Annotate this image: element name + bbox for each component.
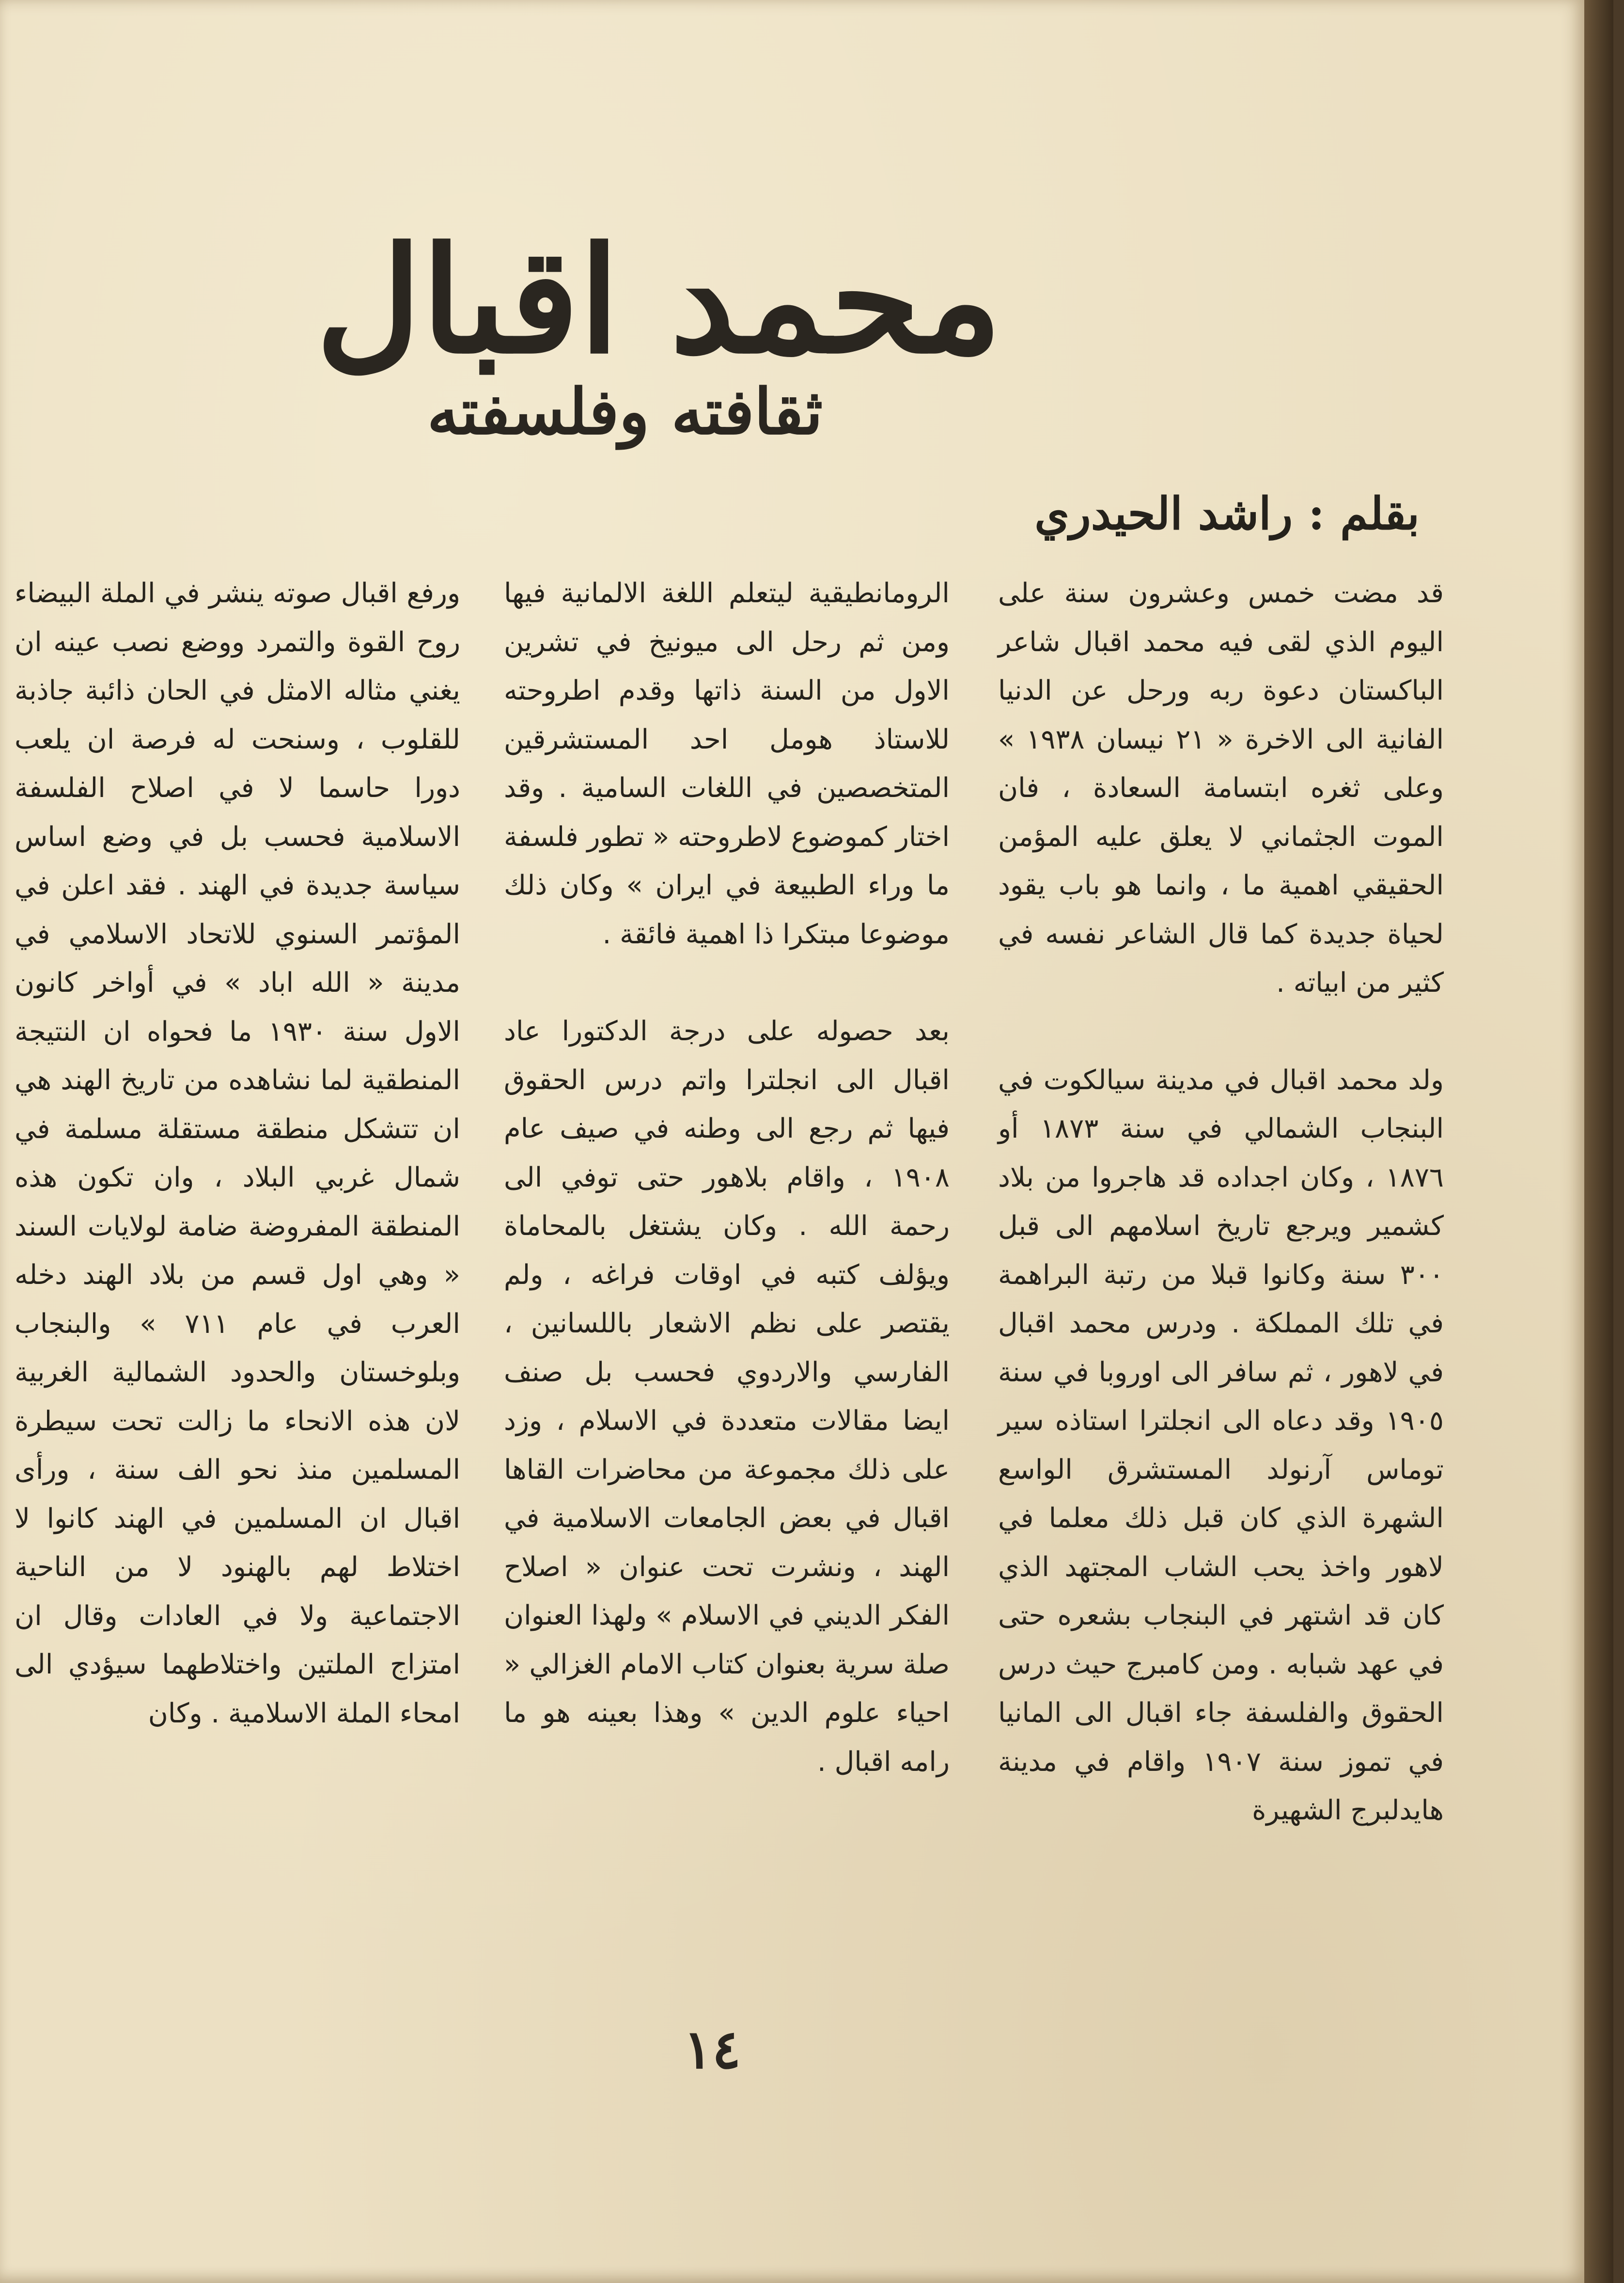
article-column-middle <box>504 569 950 1786</box>
column-paragraph: الرومانطيقية ليتعلم اللغة الالمانية فيها ومن ثم رحل الى ميونيخ في تشرين الاول من السنة ذاتها وقدم اطروحته للاستاذ هومل احد المستشرقين المتخصصين في اللغات السامية . وقد اختار كموضوع لاطروحته « تطور فلسفة ما وراء الطبيعة في ايران » وكان ذلك موضوعا مبتكرا ذا اهمية فائقة . <box>504 578 950 950</box>
column-paragraph: ورفع اقبال صوته ينشر في الملة البيضاء روح القوة والتمرد ووضع نصب عينه ان يغني مثاله الامثل في الحان ذائبة جاذبة للقلوب ، وسنحت له فرصة ان يلعب دورا حاسما لا في اصلاح الفلسفة الاسلامية فحسب بل في وضع اساس سياسة جديدة في الهند . فقد اعلن في المؤتمر السنوي للاتحاد الاسلامي في مدينة « الله اباد » في أواخر كانون الاول سنة ١٩٣٠ ما فحواه ان النتيجة المنطقية لما نشاهده من تاريخ الهند هي ان تتشكل منطقة مستقلة مسلمة في شمال غربي البلاد ، وان تكون هذه المنطقة المفروضة ضامة لولايات السند « وهي اول قسم من بلاد الهند دخله العرب في عام ٧١١ » والبنجاب وبلوخستان والحدود الشمالية الغربية لان هذه الانحاء ما زالت تحت سيطرة المسلمين منذ نحو الف سنة ، ورأى اقبال ان المسلمين في الهند كانوا لا اختلاط لهم بالهنود لا من الناحية الاجتماعية ولا في العادات وقال ان امتزاج الملتين واختلاطهما سيؤدي الى امحاء الملة الاسلامية . وكان <box>15 578 460 1729</box>
article-column-left <box>15 569 460 1738</box>
article-title: محمد اقبال <box>315 215 1002 386</box>
article-column-right <box>998 569 1444 1835</box>
column-paragraph: ولد محمد اقبال في مدينة سيالكوت في البنجاب الشمالي في سنة ١٨٧٣ أو ١٨٧٦ ، وكان اجداده قد هاجروا من بلاد كشمير ويرجع تاريخ اسلامهم الى قبل ٣٠٠ سنة وكانوا قبلا من رتبة البراهمة في تلك المملكة . ودرس محمد اقبال في لاهور ، ثم سافر الى اوروبا في سنة ١٩٠٥ وقد دعاه الى انجلترا استاذه سير توماس آرنولد المستشرق الواسع الشهرة الذي كان قبل ذلك معلما في لاهور واخذ يحب الشاب المجتهد الذي كان قد اشتهر في البنجاب بشعره حتى في عهد شبابه . ومن كامبرج حيث درس الحقوق والفلسفة جاء اقبال الى المانيا في تموز سنة ١٩٠٧ واقام في مدينة هايدلبرج الشهيرة <box>998 1064 1444 1826</box>
column-paragraph: بعد حصوله على درجة الدكتورا عاد اقبال الى انجلترا واتم درس الحقوق فيها ثم رجع الى وطنه في صيف عام ١٩٠٨ ، واقام بلاهور حتى توفي الى رحمة الله . وكان يشتغل بالمحاماة ويؤلف كتبه في اوقات فراغه ، ولم يقتصر على نظم الاشعار باللسانين ، الفارسي والاردوي فحسب بل صنف ايضا مقالات متعددة في الاسلام ، وزد على ذلك مجموعة من محاضرات القاها اقبال في بعض الجامعات الاسلامية في الهند ، ونشرت تحت عنوان « اصلاح الفكر الديني في الاسلام » ولهذا العنوان صلة سرية بعنوان كتاب الامام الغزالي « احياء علوم الدين » وهذا بعينه هو ما رامه اقبال . <box>504 1016 950 1778</box>
page-number: ١٤ <box>683 2018 741 2080</box>
column-paragraph: قد مضت خمس وعشرون سنة على اليوم الذي لقى فيه محمد اقبال شاعر الباكستان دعوة ربه ورحل عن الدنيا الفانية الى الاخرة « ٢١ نيسان ١٩٣٨ » وعلى ثغره ابتسامة السعادة ، فان الموت الجثماني لا يعلق عليه المؤمن الحقيقي اهمية ما ، وانما هو باب يقود لحياة جديدة كما قال الشاعر نفسه في كثير من ابياته . <box>998 578 1444 999</box>
page-edge-shadow <box>1584 0 1613 2283</box>
article-title-block <box>271 213 1046 465</box>
article-subtitle: ثقافته وفلسفته <box>427 375 823 449</box>
author-byline: بقلم : راشد الحيدري <box>1034 487 1420 540</box>
